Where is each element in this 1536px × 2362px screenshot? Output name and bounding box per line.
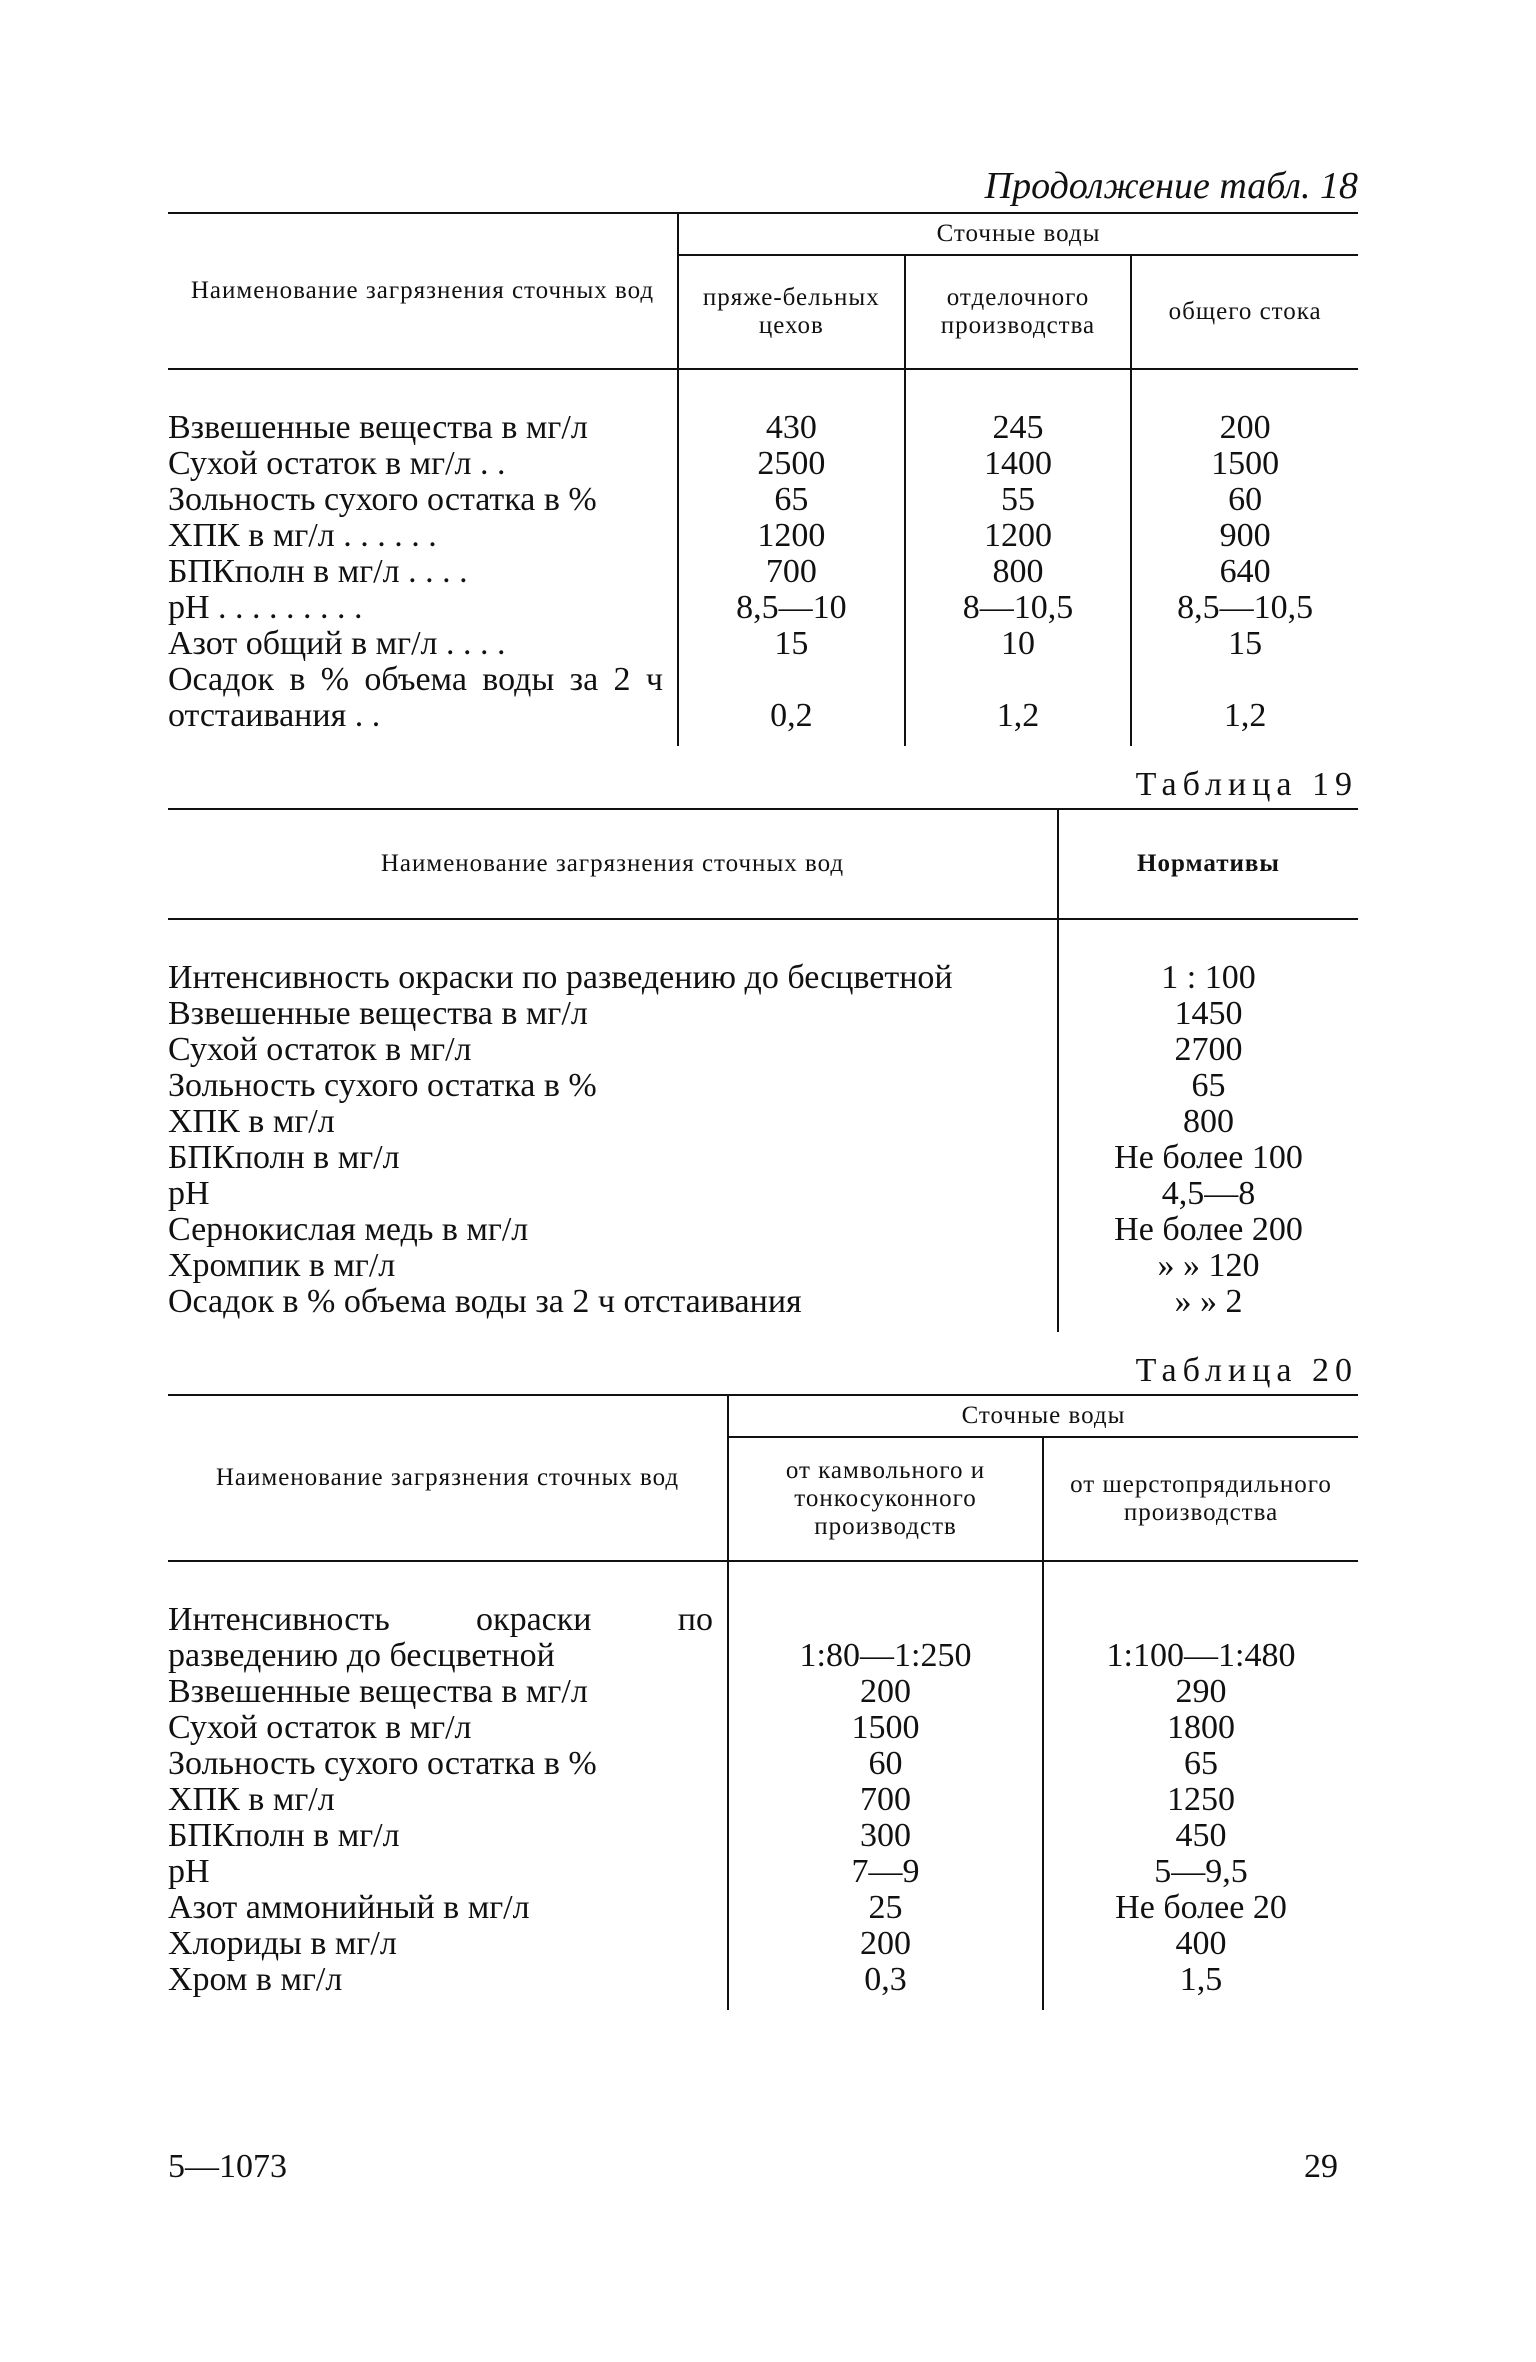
col-header-3: общего стока [1131, 255, 1358, 369]
page [168, 160, 1358, 2010]
row-label: Хромпик в мг/л [168, 1247, 396, 1284]
col-header-2: отделочного производства [905, 255, 1132, 369]
row-label: БПКполн в мг/л . . . . [168, 553, 468, 590]
row-value: Не более 100 [1058, 1140, 1358, 1176]
continuation-caption: Продолжение табл. 18 [984, 165, 1358, 207]
row-value-1: 700 [678, 554, 905, 590]
row-value-2: 1400 [905, 446, 1132, 482]
table-20 [168, 1394, 1358, 2010]
table-18 [168, 212, 1358, 746]
row-value-1: 0,3 [728, 1962, 1043, 2010]
table-row [168, 919, 1358, 996]
table-row [168, 1890, 1358, 1926]
row-label: pH [168, 1853, 210, 1890]
row-value-1: 8,5—10 [678, 590, 905, 626]
col-group-header: Сточные воды [728, 1395, 1358, 1437]
row-value-3: 60 [1131, 482, 1358, 518]
row-value-2: 55 [905, 482, 1132, 518]
row-value-2: 450 [1043, 1818, 1358, 1854]
table-row [168, 369, 1358, 446]
row-value-1: 2500 [678, 446, 905, 482]
row-value-2: 1:100—1:480 [1043, 1561, 1358, 1674]
row-label: ХПК в мг/л . . . . . . [168, 517, 437, 554]
row-value-2: 400 [1043, 1926, 1358, 1962]
row-value: 800 [1058, 1104, 1358, 1140]
row-label: Осадок в % объема воды за 2 ч отстаивания [168, 1283, 802, 1320]
row-value-3: 640 [1131, 554, 1358, 590]
col-header-name: Наименование загрязнения сточных вод [168, 1395, 728, 1561]
table-row [168, 518, 1358, 554]
row-value-1: 0,2 [678, 662, 905, 746]
table-row [168, 1710, 1358, 1746]
row-value-2: 245 [905, 369, 1132, 446]
row-label: Зольность сухого остатка в % [168, 1745, 597, 1782]
table-caption-19: Таблица 19 [1135, 766, 1358, 803]
row-value-2: 1,5 [1043, 1962, 1358, 2010]
table-row [168, 1248, 1358, 1284]
row-value-1: 1500 [728, 1710, 1043, 1746]
table-row [168, 1674, 1358, 1710]
row-label: Сухой остаток в мг/л [168, 1709, 472, 1746]
row-label: Сернокислая медь в мг/л [168, 1211, 529, 1248]
row-value: 2700 [1058, 1032, 1358, 1068]
row-value-3: 8,5—10,5 [1131, 590, 1358, 626]
table-caption-20: Таблица 20 [1135, 1352, 1358, 1389]
row-value-3: 1,2 [1131, 662, 1358, 746]
row-value-2: 1800 [1043, 1710, 1358, 1746]
row-label: БПКполн в мг/л [168, 1817, 400, 1854]
row-value: 1 : 100 [1058, 919, 1358, 996]
row-value-2: 1250 [1043, 1782, 1358, 1818]
row-value-1: 25 [728, 1890, 1043, 1926]
row-label: Хром в мг/л [168, 1961, 343, 1998]
row-value: » » 120 [1058, 1248, 1358, 1284]
row-value-1: 430 [678, 369, 905, 446]
table-row [168, 1782, 1358, 1818]
table-row [168, 446, 1358, 482]
footer-signature: 5—1073 [168, 2148, 287, 2185]
table-row [168, 1212, 1358, 1248]
table-row [168, 1140, 1358, 1176]
row-value-2: 1,2 [905, 662, 1132, 746]
table-row [168, 1176, 1358, 1212]
row-value-3: 1500 [1131, 446, 1358, 482]
row-value-2: 10 [905, 626, 1132, 662]
row-value: 4,5—8 [1058, 1176, 1358, 1212]
col-header-2: от шерстопрядильного производства [1043, 1437, 1358, 1561]
table-row [168, 996, 1358, 1032]
row-value: 65 [1058, 1068, 1358, 1104]
row-value-3: 15 [1131, 626, 1358, 662]
row-value-2: 1200 [905, 518, 1132, 554]
row-label: Интенсивность окраски по разведению до бесцветной [168, 959, 953, 996]
row-value-1: 200 [728, 1674, 1043, 1710]
row-value-1: 65 [678, 482, 905, 518]
row-value: 1450 [1058, 996, 1358, 1032]
row-label: Взвешенные вещества в мг/л [168, 995, 588, 1032]
row-value-2: 8—10,5 [905, 590, 1132, 626]
row-label: Сухой остаток в мг/л [168, 1031, 472, 1068]
row-value-3: 200 [1131, 369, 1358, 446]
row-value-2: Не более 20 [1043, 1890, 1358, 1926]
table-row [168, 1032, 1358, 1068]
table-row [168, 1926, 1358, 1962]
table-row [168, 1746, 1358, 1782]
row-value-1: 300 [728, 1818, 1043, 1854]
row-value-2: 290 [1043, 1674, 1358, 1710]
row-label: БПКполн в мг/л [168, 1139, 400, 1176]
table-row [168, 1284, 1358, 1332]
row-label: pH . . . . . . . . . [168, 589, 363, 626]
row-value-1: 1:80—1:250 [728, 1561, 1043, 1674]
row-label: Зольность сухого остатка в % [168, 1067, 597, 1104]
row-label: ХПК в мг/л [168, 1103, 335, 1140]
row-value: » » 2 [1058, 1284, 1358, 1332]
row-label: Зольность сухого остатка в % [168, 481, 597, 518]
col-header-name: Наименование загрязнения сточных вод [168, 809, 1058, 919]
col-header-norm: Нормативы [1058, 809, 1358, 919]
col-header-name: Наименование загрязнения сточных вод [168, 213, 678, 369]
row-label: Азот аммонийный в мг/л [168, 1889, 530, 1926]
row-value-2: 5—9,5 [1043, 1854, 1358, 1890]
table-row [168, 662, 1358, 746]
row-value-1: 1200 [678, 518, 905, 554]
row-value-1: 15 [678, 626, 905, 662]
col-group-header: Сточные воды [678, 213, 1358, 255]
row-value-3: 900 [1131, 518, 1358, 554]
table-row [168, 1818, 1358, 1854]
row-value-2: 800 [905, 554, 1132, 590]
table-row [168, 554, 1358, 590]
table-row [168, 1104, 1358, 1140]
col-header-1: от камвольного и тонкосуконного производств [728, 1437, 1043, 1561]
table-row [168, 590, 1358, 626]
row-label: Хлориды в мг/л [168, 1925, 397, 1962]
table-row [168, 482, 1358, 518]
row-label: Осадок в % объема воды за 2 ч отстаивания . . [168, 661, 663, 734]
row-label: pH [168, 1175, 210, 1212]
row-value-1: 200 [728, 1926, 1043, 1962]
table-row [168, 1561, 1358, 1674]
table-19 [168, 808, 1358, 1332]
table-row [168, 1962, 1358, 2010]
row-label: Взвешенные вещества в мг/л [168, 1673, 588, 1710]
row-label: Азот общий в мг/л . . . . [168, 625, 506, 662]
table-row [168, 1068, 1358, 1104]
row-label: ХПК в мг/л [168, 1781, 335, 1818]
row-value-1: 7—9 [728, 1854, 1043, 1890]
row-value-1: 60 [728, 1746, 1043, 1782]
row-label: Сухой остаток в мг/л . . [168, 445, 506, 482]
row-label: Взвешенные вещества в мг/л [168, 409, 588, 446]
row-value-1: 700 [728, 1782, 1043, 1818]
col-header-1: пряже-бельных цехов [678, 255, 905, 369]
row-value-2: 65 [1043, 1746, 1358, 1782]
table-row [168, 1854, 1358, 1890]
row-value: Не более 200 [1058, 1212, 1358, 1248]
table-row [168, 626, 1358, 662]
row-label: Интенсивность окраски по разведению до бесцветной [168, 1601, 713, 1674]
page-number: 29 [1304, 2148, 1338, 2185]
